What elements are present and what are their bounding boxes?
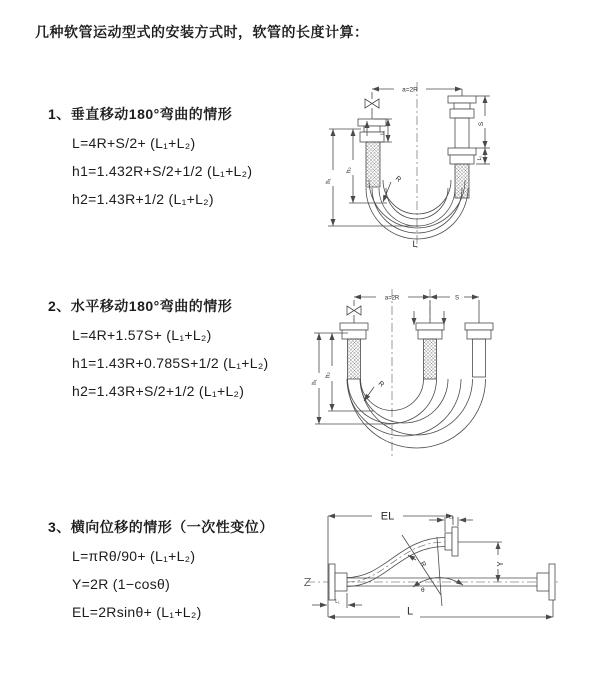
- left-braid: [366, 142, 380, 187]
- left-fitting: [340, 323, 368, 339]
- dim-label-h2: h₂: [346, 167, 353, 173]
- dim-label-l1-bottom: L₁: [335, 599, 340, 605]
- radius-label: R: [418, 560, 427, 569]
- radius-label: R: [376, 380, 386, 389]
- diagram-2-horizontal-bend: [302, 283, 590, 471]
- dim-label-s: S: [454, 295, 460, 302]
- dim-label-a2r: a=2R: [402, 86, 418, 94]
- left-braid: [348, 339, 361, 379]
- diagram-2-linework: [314, 289, 493, 457]
- dim-label-h2: h₂: [325, 372, 332, 378]
- diagram-1-vertical-bend: [315, 76, 575, 252]
- right-flange: [537, 564, 555, 600]
- section-2-formula-h1: h1=1.43R+0.785S+1/2 (L₁+L₂): [72, 355, 269, 371]
- dim-label-l1-top: L₁: [448, 514, 454, 521]
- length-label: L: [412, 239, 418, 249]
- section-3-heading: 3、横向位移的情形（一次性变位）: [48, 519, 274, 535]
- right-lower-fitting: [448, 148, 476, 164]
- dim-label-s: S: [478, 121, 485, 127]
- displaced-flange: [445, 527, 458, 556]
- dim-label-el: EL: [380, 510, 395, 523]
- right-braid: [455, 164, 469, 198]
- right-pipe: [473, 339, 486, 377]
- radius-label: R: [393, 175, 403, 184]
- middle-braid: [424, 339, 437, 379]
- diagram-3-linework: [305, 516, 559, 617]
- valve-icon: [365, 99, 379, 108]
- hose-s-curve: [347, 538, 445, 578]
- dim-label-l2: L₂: [477, 155, 483, 161]
- section-2-formula-h2: h2=1.43R+S/2+1/2 (L₁+L₂): [72, 383, 245, 399]
- length-label: L: [406, 605, 414, 618]
- section-1-formula-L: L=4R+S/2+ (L₁+L₂): [72, 135, 196, 151]
- section-3-formula-Y: Y=2R (1−cosθ): [72, 576, 171, 592]
- diagram-1-linework: [328, 82, 490, 248]
- section-1-heading: 1、垂直移动180°弯曲的情形: [48, 106, 233, 122]
- dim-label-l1: L₁: [380, 130, 386, 135]
- section-1-formula-h1: h1=1.432R+S/2+1/2 (L₁+L₂): [72, 163, 253, 179]
- right-fitting: [465, 323, 493, 339]
- section-2-heading: 2、水平移动180°弯曲的情形: [48, 298, 233, 314]
- section-1-formula-h2: h2=1.43R+1/2 (L₁+L₂): [72, 191, 214, 207]
- section-3-formula-EL: EL=2Rsinθ+ (L₁+L₂): [72, 604, 202, 620]
- valve-icon: [347, 306, 361, 315]
- middle-fitting: [416, 323, 444, 339]
- dim-label-a2r: a=2R: [384, 295, 400, 302]
- dim-label-h1: h₁: [312, 379, 318, 385]
- dim-label-h1: h₁: [326, 178, 332, 184]
- angle-label: θ: [421, 587, 425, 594]
- section-2-formula-L: L=4R+1.57S+ (L₁+L₂): [72, 327, 212, 343]
- page-title: 几种软管运动型式的安装方式时，软管的长度计算：: [35, 24, 369, 40]
- right-upper-fitting: [448, 96, 476, 118]
- diagram-3-lateral-displacement: [300, 505, 598, 635]
- section-3-formula-L: L=πRθ/90+ (L₁+L₂): [72, 548, 196, 564]
- dim-label-y: Y: [496, 561, 505, 567]
- left-flange: [329, 564, 347, 600]
